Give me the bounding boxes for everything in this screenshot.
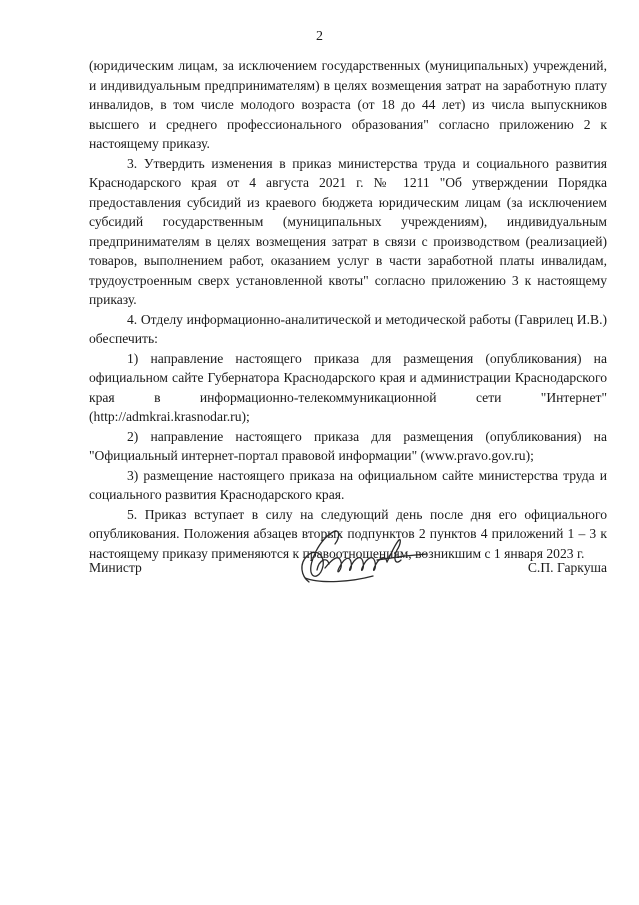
- document-body: [89, 56, 607, 563]
- paragraph-subitem-3: 3) размещение настоящего приказа на официальном сайте министерства труда и социального развития Краснодарского края.: [89, 467, 607, 502]
- paragraph-continuation: (юридическим лицам, за исключением государственных (муниципальных) учреждений, и индивидуальным предпринимателям) в целях возмещения затрат на заработную плату инвалидов, в том числе молодого возраста (от 18 до 44 лет) из числа выпускников высшего и среднего профессионального образования" согласно приложению 2 к настоящему приказу.: [89, 58, 607, 151]
- signature-block: [89, 540, 607, 610]
- paragraph-item-4: 4. Отделу информационно-аналитической и методической работы (Гаврилец И.В.) обеспечить:: [89, 311, 607, 346]
- signer-name: С.П. Гаркуша: [527, 560, 607, 575]
- paragraph-subitem-1: 1) направление настоящего приказа для размещения (опубликования) на официальном сайте Губернатора Краснодарского края и администрации Краснодарского края в информационно-телекоммуникационной сети "Интернет" (http://admkrai.krasnodar.ru);: [89, 350, 607, 424]
- handwritten-signature: [281, 510, 431, 600]
- page-number: 2: [316, 29, 323, 44]
- paragraph-item-3: 3. Утвердить изменения в приказ министерства труда и социального развития Краснодарского края от 4 августа 2021 г. № 1211 "Об утверждении Порядка предоставления субсидий из краевого бюджета юридическим лицам (за исключением субсидий государственным (муниципальных учреждениям), индивидуальным предпринимателям в целях возмещения затрат в связи с производством (реализацией) товаров, выполнением работ, оказанием услуг в части заработной платы инвалидам, трудоустроенным сверх установленной квоты" согласно приложению 3 к настоящему приказу.: [89, 155, 607, 307]
- paragraph-item-5: 5. Приказ вступает в силу на следующий день после дня его официального опубликования. Положения абзацев вторых подпунктов 2 пунктов 4 приложений 1 – 3 к настоящему приказу применяются к правоотношениям, возникшим с 1 января 2023 г.: [89, 506, 607, 561]
- signer-title: Министр: [89, 560, 142, 575]
- paragraph-subitem-2: 2) направление настоящего приказа для размещения (опубликования) на "Официальный интернет-портал правовой информации" (www.pravo.gov.ru);: [89, 428, 607, 463]
